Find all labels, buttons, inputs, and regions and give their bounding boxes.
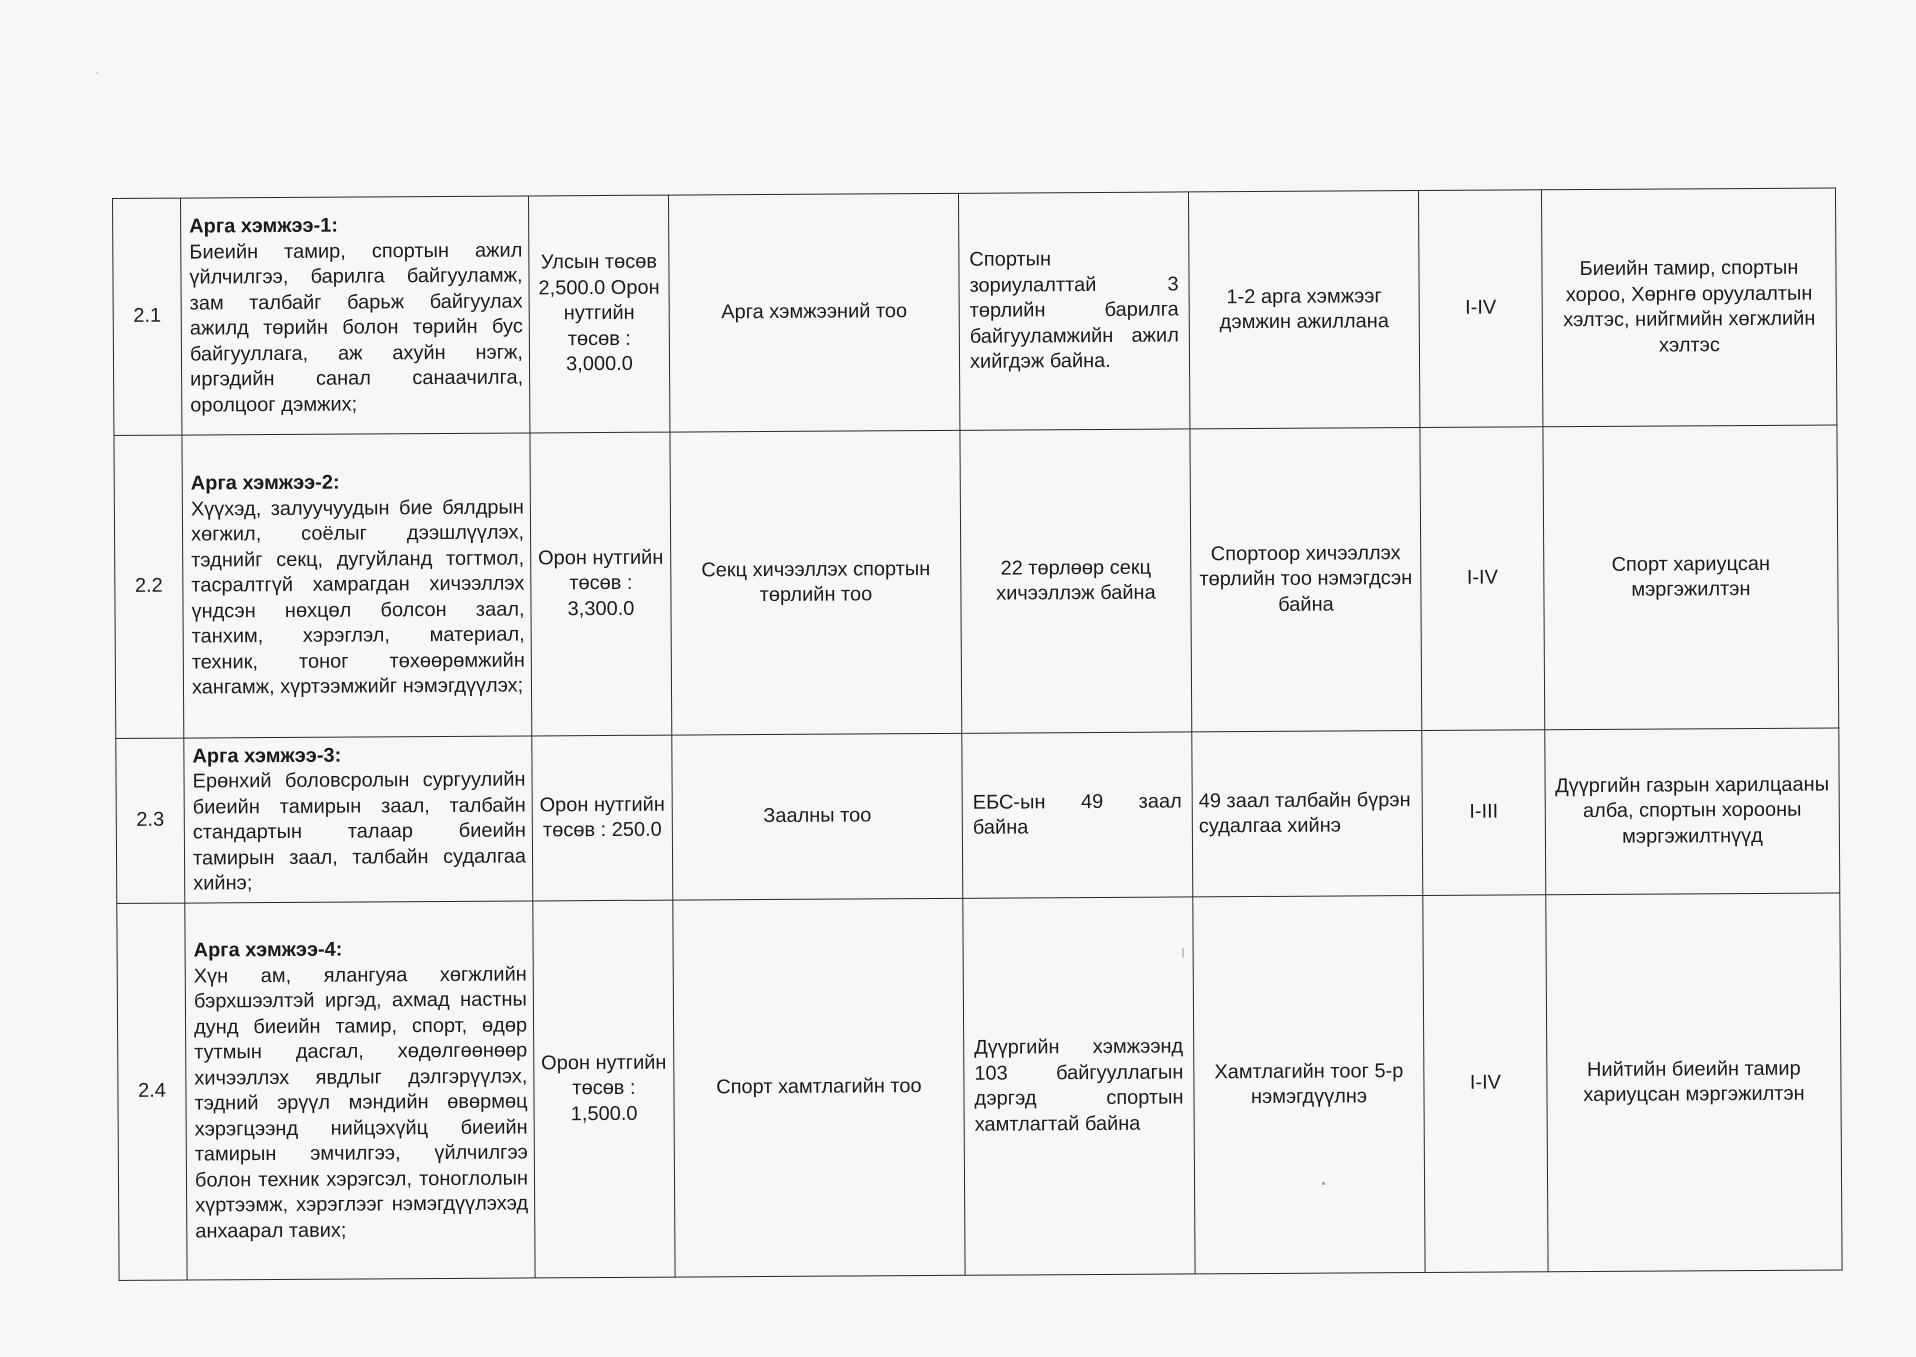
action-plan-table: [112, 187, 1843, 1281]
indicator-cell: Заалны тоо: [672, 733, 963, 900]
budget-cell: Улсын төсөв 2,500.0 Орон нутгийн төсөв : 3,000.0: [528, 195, 669, 433]
measure-title: Арга хэмжээ-2:: [190, 471, 340, 495]
budget-cell: Орон нутгийн төсөв : 250.0: [532, 735, 673, 901]
measure-cell: [181, 196, 530, 435]
measure-description: Ерөнхий боловсролын сургуулийн биеийн тамирын заал, талбайн стандартын талаар биеийн тамирын заал, талбайн судалгаа хийнэ;: [192, 768, 527, 895]
measure-cell: [184, 736, 533, 903]
table-row: [116, 728, 1840, 904]
measure-cell: [185, 901, 535, 1280]
measure-title: Арга хэмжээ-4:: [193, 938, 343, 962]
scan-speck: [96, 72, 98, 74]
scan-speck: [1322, 1182, 1325, 1185]
indicator-cell: Спорт хамтлагийн тоо: [673, 898, 965, 1277]
table-row: [114, 425, 1839, 739]
scan-speck: [1182, 948, 1184, 958]
table-row: [117, 893, 1842, 1281]
measure-cell: [182, 433, 532, 738]
table-row: [113, 188, 1837, 436]
row-number: 2.1: [113, 198, 182, 435]
indicator-cell: Секц хичээллэх спортын төрлийн тоо: [670, 430, 962, 735]
row-number: 2.3: [116, 738, 185, 903]
budget-cell: Орон нутгийн төсөв : 3,300.0: [530, 432, 672, 736]
target-cell: 49 заал талбайн бүрэн судалгаа хийнэ: [1192, 731, 1423, 897]
measure-description: Хүн ам, ялангуяа хөгжлийн бэрхшээлтэй иргэд, ахмад настны дунд биеийн тамир, спорт, өдөр тутмын дасгал, хөдөлгөөнөөр хичээллэх явдлыг дэлгэрүүлэх, тэдний эрүүл мэндийн өвөрмөц хэрэгцээнд нийцэхүйц биеийн тамирын эмчилгээ, үйлчилгээ болон техник хэрэгсэл, тоноглолын хүртээмж, хэрэглээг нэмэгдүүлэхэд анхаарал тавих;: [193, 962, 529, 1243]
indicator-cell: Арга хэмжээний тоо: [668, 193, 959, 432]
baseline-cell: 22 төрлөөр секц хичээллэж байна: [960, 429, 1192, 733]
target-cell: Спортоор хичээллэх төрлийн тоо нэмэгдсэн байна: [1190, 428, 1422, 732]
responsible-cell: Дүүргийн газрын харилцааны алба, спортын хорооны мэргэжилтнүүд: [1545, 728, 1840, 895]
target-cell: 1-2 арга хэмжээг дэмжин ажиллана: [1188, 191, 1419, 429]
measure-title: Арга хэмжээ-1:: [189, 214, 339, 238]
target-cell: Хамтлагийн тоог 5-р нэмэгдүүлнэ: [1193, 896, 1425, 1274]
responsible-cell: Биеийн тамир, спортын хороо, Хөрнгө оруулалтын хэлтэс, нийгмийн хөгжлийн хэлтэс: [1541, 188, 1836, 427]
measure-description: Биеийн тамир, спортын ажил үйлчилгээ, барилга байгууламж, зам талбайг барьж байгуулах ажилд төрийн болон төрийн бус байгууллага, аж ахуйн нэгж, иргэдийн санал санаачилга, оролцоог дэмжих;: [189, 238, 524, 417]
timeframe-cell: I-IV: [1418, 190, 1542, 428]
timeframe-cell: I-IV: [1423, 895, 1548, 1273]
budget-cell: Орон нутгийн төсөв : 1,500.0: [533, 900, 675, 1278]
baseline-cell: Спортын зориулалттай 3 төрлийн барилга байгууламжийн ажил хийгдэж байна.: [958, 192, 1189, 430]
row-number: 2.2: [114, 435, 184, 738]
measure-description: Хүүхэд, залуучуудын бие бялдрын хөгжил, соёлыг дээшлүүлэх, тэднийг секц, дугуйланд тогтмол, тасралтгүй хамрагдан хичээллэх үндсэн нөхцөл болсон заал, танхим, хэрэглэл, материал, техник, тоног төхөөрөмжийн хангамж, хүртээмжийг нэмэгдүүлэх;: [190, 496, 525, 699]
measure-title: Арга хэмжээ-3:: [192, 744, 342, 768]
timeframe-cell: I-IV: [1420, 427, 1545, 731]
responsible-cell: Нийтийн биеийн тамир хариуцсан мэргэжилтэн: [1546, 893, 1842, 1272]
timeframe-cell: I-III: [1422, 730, 1546, 896]
baseline-cell: ЕБС-ын 49 заал байна: [962, 732, 1193, 898]
responsible-cell: Спорт хариуцсан мэргэжилтэн: [1543, 425, 1839, 730]
row-number: 2.4: [117, 903, 187, 1280]
baseline-cell: Дүүргийн хэмжээнд 103 байгууллагын дэргэд спортын хамтлагтай байна: [963, 897, 1195, 1275]
